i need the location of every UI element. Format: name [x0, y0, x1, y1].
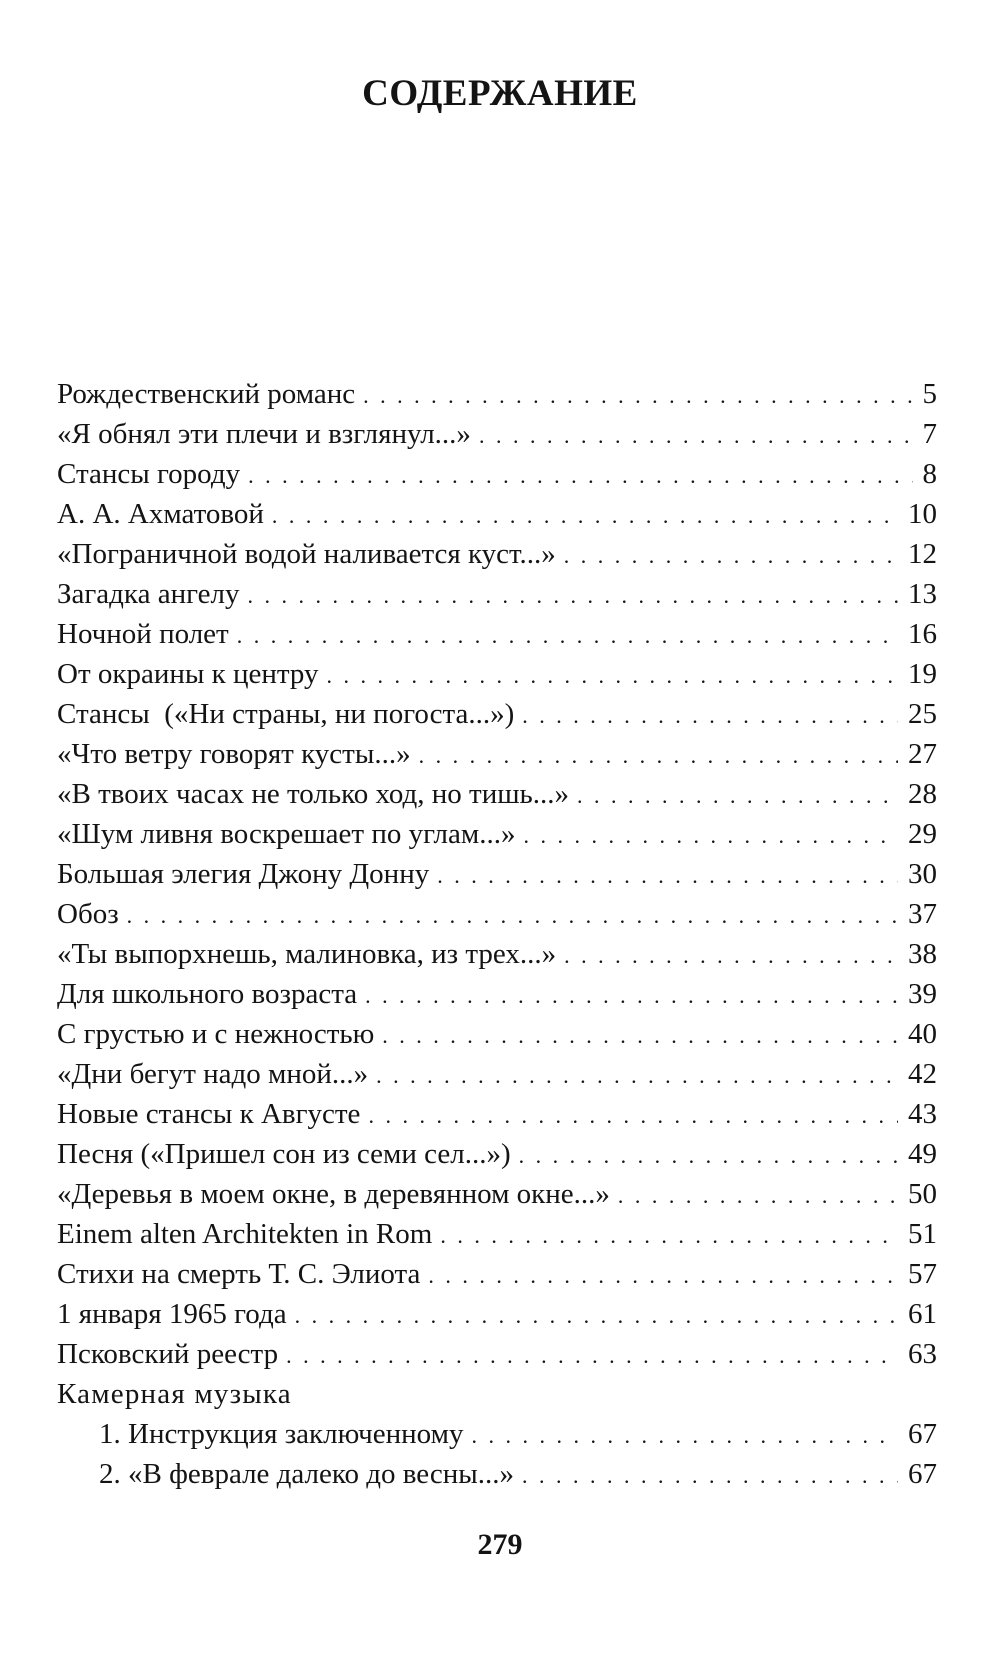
toc-entry: [57, 734, 937, 774]
toc-entry: [57, 1174, 937, 1214]
toc-entry: [57, 1014, 937, 1054]
toc-entry-page: 19: [908, 658, 937, 690]
toc-entry-title: «Шум ливня воскрешает по углам...»: [57, 818, 516, 850]
toc-entry-page: 12: [908, 538, 937, 570]
toc-entry: [57, 1054, 937, 1094]
toc-entry-title: Обоз: [57, 898, 119, 930]
table-of-contents: [57, 374, 937, 1494]
toc-entry-page: 16: [908, 618, 937, 650]
toc-entry-page: 40: [908, 1018, 937, 1050]
toc-entry-page: 39: [908, 978, 937, 1010]
toc-entry-page: 43: [908, 1098, 937, 1130]
toc-entry-title: Псковский реестр: [57, 1338, 279, 1370]
toc-entry-title: «Я обнял эти плечи и взглянул...»: [57, 418, 471, 450]
dot-leader: [522, 1456, 898, 1496]
toc-entry-title: Для школьного возраста: [57, 978, 358, 1010]
toc-subentry: [57, 1454, 937, 1494]
toc-entry: [57, 694, 937, 734]
dot-leader: [363, 376, 912, 416]
toc-entry: [57, 374, 937, 414]
toc-entry-page: 63: [908, 1338, 937, 1370]
toc-entry-title: «Что ветру говорят кусты...»: [57, 738, 411, 770]
toc-entry-title: Новые стансы к Августе: [57, 1098, 361, 1130]
dot-leader: [286, 1336, 898, 1376]
toc-entry: [57, 1254, 937, 1294]
toc-entry-title: «В твоих часах не только ход, но тишь...»: [57, 778, 570, 810]
dot-leader: [247, 576, 898, 616]
toc-entry: [57, 654, 937, 694]
toc-entry-title: Загадка ангелу: [57, 578, 240, 610]
toc-entry-page: 13: [908, 578, 937, 610]
toc-entry-page: 29: [908, 818, 937, 850]
dot-leader: [471, 1416, 898, 1456]
toc-entry: [57, 974, 937, 1014]
dot-leader: [382, 1016, 898, 1056]
toc-entry-title: 1 января 1965 года: [57, 1298, 287, 1330]
toc-entry-page: 61: [908, 1298, 937, 1330]
toc-entry-page: 28: [908, 778, 937, 810]
toc-entry-title: Ночной полет: [57, 618, 229, 650]
toc-entry-page: 7: [922, 418, 937, 450]
toc-entry-title: А. А. Ахматовой: [57, 498, 264, 530]
dot-leader: [368, 1096, 898, 1136]
toc-entry-page: 30: [908, 858, 937, 890]
dot-leader: [479, 416, 913, 456]
toc-entry-page: 49: [908, 1138, 937, 1170]
toc-entry: [57, 854, 937, 894]
toc-entry-page: 8: [922, 458, 937, 490]
toc-entry: [57, 1214, 937, 1254]
toc-entry-title: 2. «В феврале далеко до весны...»: [99, 1458, 515, 1490]
dot-leader: [437, 856, 898, 896]
dot-leader: [365, 976, 898, 1016]
toc-entry: [57, 534, 937, 574]
toc-entry: [57, 1334, 937, 1374]
dot-leader: [428, 1256, 898, 1296]
dot-leader: [523, 816, 898, 856]
toc-entry-page: 51: [908, 1218, 937, 1250]
dot-leader: [618, 1176, 898, 1216]
page-number: 279: [477, 1528, 523, 1561]
dot-leader: [440, 1216, 898, 1256]
toc-entry: [57, 894, 937, 934]
toc-entry-page: 42: [908, 1058, 937, 1090]
toc-entry-page: 10: [908, 498, 937, 530]
toc-entry: [57, 1094, 937, 1134]
dot-leader: [519, 1136, 898, 1176]
toc-entry-page: 27: [908, 738, 937, 770]
toc-entry-page: 50: [908, 1178, 937, 1210]
dot-leader: [327, 656, 899, 696]
dot-leader: [419, 736, 898, 776]
toc-entry-page: 5: [922, 378, 937, 410]
toc-entry-page: 37: [908, 898, 937, 930]
toc-group-title: Камерная музыка: [57, 1378, 292, 1410]
toc-entry-page: 57: [908, 1258, 937, 1290]
toc-entry-page: 67: [908, 1458, 937, 1490]
dot-leader: [248, 456, 912, 496]
dot-leader: [522, 696, 898, 736]
toc-entry-title: «Деревья в моем окне, в деревянном окне...»: [57, 1178, 610, 1210]
toc-entry-page: 25: [908, 698, 937, 730]
toc-entry-title: Стансы («Ни страны, ни погоста...»): [57, 698, 515, 730]
dot-leader: [564, 936, 898, 976]
toc-entry-title: «Ты выпорхнешь, малиновка, из трех...»: [57, 938, 557, 970]
toc-entry: [57, 414, 937, 454]
toc-subentry: [57, 1414, 937, 1454]
dot-leader: [577, 776, 898, 816]
dot-leader: [237, 616, 898, 656]
toc-entry-page: 67: [908, 1418, 937, 1450]
toc-entry: [57, 1294, 937, 1334]
toc-entry: [57, 774, 937, 814]
toc-entry: [57, 454, 937, 494]
dot-leader: [564, 536, 898, 576]
dot-leader: [272, 496, 898, 536]
toc-entry-page: 38: [908, 938, 937, 970]
toc-entry-title: Einem alten Architekten in Rom: [57, 1218, 433, 1250]
toc-entry-title: Рождественский романс: [57, 378, 356, 410]
toc-group-heading: [57, 1374, 937, 1414]
toc-entry-title: «Дни бегут надо мной...»: [57, 1058, 369, 1090]
dot-leader: [295, 1296, 898, 1336]
toc-entry-title: Стансы городу: [57, 458, 241, 490]
toc-entry-title: Большая элегия Джону Донну: [57, 858, 430, 890]
page-title: СОДЕРЖАНИЕ: [362, 73, 638, 114]
toc-entry-title: 1. Инструкция заключенному: [99, 1418, 464, 1450]
toc-entry-title: Стихи на смерть Т. С. Элиота: [57, 1258, 421, 1290]
dot-leader: [376, 1056, 898, 1096]
toc-entry: [57, 934, 937, 974]
toc-entry: [57, 614, 937, 654]
toc-entry-title: С грустью и с нежностью: [57, 1018, 375, 1050]
toc-entry: [57, 574, 937, 614]
toc-entry: [57, 1134, 937, 1174]
toc-entry: [57, 494, 937, 534]
toc-entry-title: «Пограничной водой наливается куст...»: [57, 538, 556, 570]
toc-entry: [57, 814, 937, 854]
toc-entry-title: Песня («Пришел сон из семи сел...»): [57, 1138, 511, 1170]
dot-leader: [127, 896, 898, 936]
toc-entry-title: От окраины к центру: [57, 658, 319, 690]
